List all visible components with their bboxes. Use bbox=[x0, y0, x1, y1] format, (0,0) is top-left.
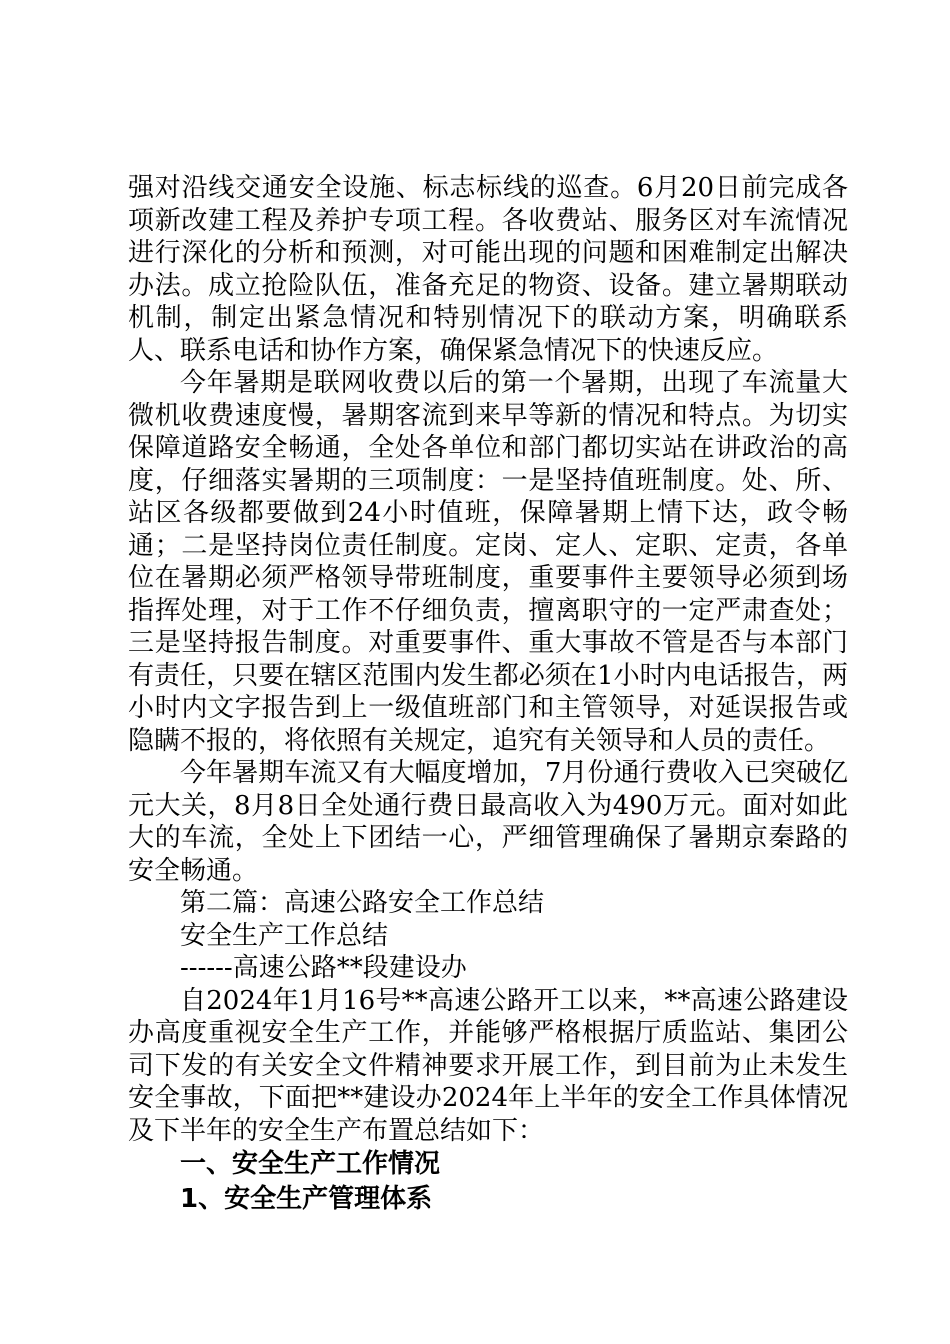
document-title: 安全生产工作总结 bbox=[180, 920, 389, 951]
heading-level-1: 一、安全生产工作情况 bbox=[180, 1149, 441, 1179]
document-body bbox=[128, 172, 848, 1217]
paragraph-traffic-increase: 今年暑期车流又有大幅度增加，7月份通行费收入已突破亿元大关，8月8日全处通行费日最高收入为490万元。面对如此大的车流，全处上下团结一心，严细管理确保了暑期京秦路的安全畅通。 bbox=[128, 758, 848, 886]
paragraph-introduction: 自2024年1月16号**高速公路开工以来，**高速公路建设办高度重视安全生产工作，并能够严格根据厅质监站、集团公司下发的有关安全文件精神要求开展工作，到目前为止未发生安全事故，下面把**建设办2024年上半年的安全工作具体情况及下半年的安全生产布置总结如下： bbox=[128, 985, 848, 1146]
paragraph-summer-period: 今年暑期是联网收费以后的第一个暑期，出现了车流量大微机收费速度慢，暑期客流到来早等新的情况和特点。为切实保障道路安全畅通，全处各单位和部门都切实站在讲政治的高度，仔细落实暑期的三项制度：一是坚持值班制度。处、所、站区各级都要做到24小时值班，保障暑期上情下达，政令畅通；二是坚持岗位责任制度。定岗、定人、定职、定责，各单位在暑期必须严格领导带班制度，重要事件主要领导必须到场指挥处理，对于工作不仔细负责，擅离职守的一定严肃查处；三是坚持报告制度。对重要事件、重大事故不管是否与本部门有责任，只要在辖区范围内发生都必须在1小时内电话报告，两小时内文字报告到上一级值班部门和主管领导，对延误报告或隐瞒不报的，将依照有关规定，追究有关领导和人员的责任。 bbox=[128, 368, 848, 756]
heading-level-2: 1、安全生产管理体系 bbox=[180, 1184, 433, 1214]
document-author: ------高速公路**段建设办 bbox=[180, 953, 467, 983]
section-title: 第二篇：高速公路安全工作总结 bbox=[180, 888, 545, 918]
paragraph-continued: 强对沿线交通安全设施、标志标线的巡查。6月20日前完成各项新改建工程及养护专项工程。各收费站、服务区对车流情况进行深化的分析和预测，对可能出现的问题和困难制定出解决办法。成立抢险队伍，准备充足的物资、设备。建立暑期联动机制，制定出紧急情况和特别情况下的联动方案，明确联系人、联系电话和协作方案，确保紧急情况下的快速反应。 bbox=[128, 173, 848, 366]
